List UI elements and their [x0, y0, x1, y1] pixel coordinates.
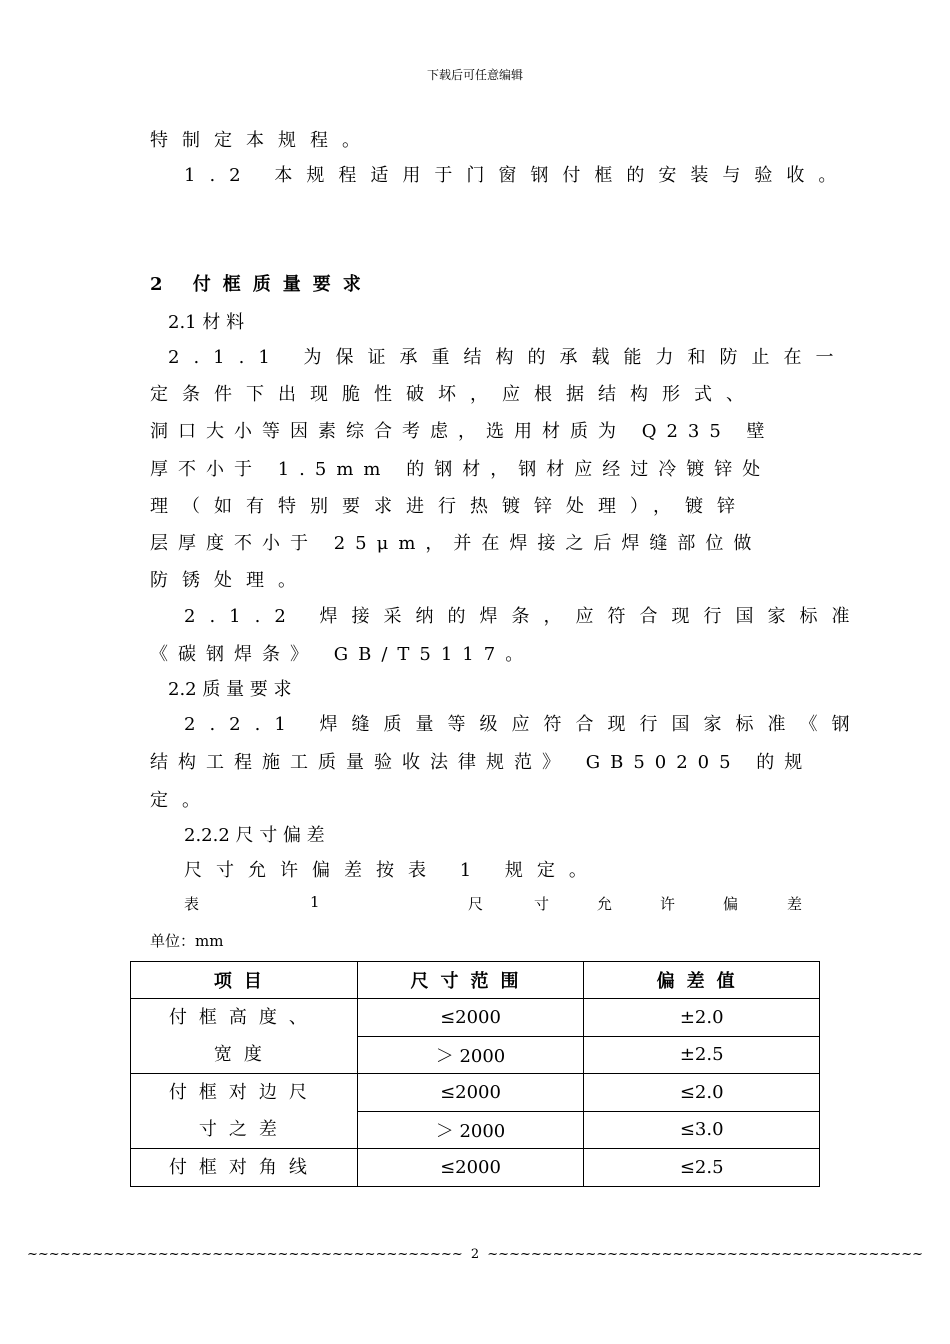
caption-char: 允 [597, 895, 613, 913]
value-cell: ≤2.5 [584, 1149, 820, 1187]
item-text-line: 付框高度、 [168, 1007, 319, 1028]
page-footer [0, 1247, 950, 1262]
text-line: 《碳钢焊条》 GB/T5117。 [150, 644, 534, 665]
text-line: 1.2 本规程适用于门窗钢付框的安装与验收。 [184, 165, 851, 186]
range-cell: ≤2000 [357, 999, 584, 1037]
footer-rule-left: ~~~~~~~~~~~~~~~~~~~~~~~~~~~~~~~~~~~~~~~~ [27, 1247, 463, 1262]
item-text-line: 付框对边尺 [168, 1082, 319, 1103]
range-cell: ＞ 2000 [357, 1036, 584, 1074]
table-row [131, 1149, 820, 1187]
value-cell: ±2.5 [584, 1036, 820, 1074]
column-header: 尺寸范围 [357, 962, 584, 999]
subsection-heading: 2.2 质 量 要 求 [168, 679, 292, 700]
section-heading: 2 付框质量要求 [150, 274, 373, 295]
text-line: 洞口大小等因素综合考虑，选用材质为 Q235 壁 [150, 421, 775, 442]
subsection-heading: 2.2.2 尺 寸 偏 差 [184, 825, 325, 846]
text-line: 结构工程施工质量验收法律规范》 GB50205 的规 [150, 752, 813, 773]
item-text-line: 宽度 [213, 1044, 274, 1065]
column-header: 偏差值 [584, 962, 820, 999]
text-line: 2.1.2 焊接采纳的焊条，应符合现行国家标准 [184, 606, 864, 627]
text-line: 定。 [150, 790, 214, 811]
range-cell: ≤2000 [357, 1149, 584, 1187]
item-text-line: 付框对角线 [168, 1157, 319, 1178]
caption-number: 1 [310, 893, 320, 911]
table-row [131, 1074, 820, 1112]
item-text-line: 寸之差 [198, 1119, 289, 1140]
range-cell: ≤2000 [357, 1074, 584, 1112]
item-cell [131, 1149, 358, 1187]
table-row [131, 999, 820, 1037]
tolerance-table [130, 961, 820, 1187]
text-line: 2.1.1 为保证承重结构的承载能力和防止在一 [168, 347, 848, 368]
text-line: 定条件下出现脆性破坏，应根据结构形式、 [150, 384, 758, 405]
text-line: 厚不小于 1.5mm 的钢材，钢材应经过冷镀锌处 [150, 459, 771, 480]
table-header-row [131, 962, 820, 999]
range-cell: ＞ 2000 [357, 1111, 584, 1149]
item-cell [131, 1074, 358, 1149]
text-line: 2.2.1 焊缝质量等级应符合现行国家标准《钢 [184, 714, 864, 735]
text-line: 防锈处理。 [150, 570, 310, 591]
caption-char: 尺 [468, 895, 484, 913]
footer-rule-right: ~~~~~~~~~~~~~~~~~~~~~~~~~~~~~~~~~~~~~~~~ [487, 1247, 923, 1262]
item-cell [131, 999, 358, 1074]
unit-label: 单位：mm [150, 932, 224, 950]
caption-char: 偏 [723, 895, 739, 913]
text-line: 理（如有特别要求进行热镀锌处理），镀锌 [150, 496, 749, 517]
value-cell: ±2.0 [584, 999, 820, 1037]
column-header: 项目 [131, 962, 358, 999]
caption-char: 差 [787, 895, 803, 913]
caption-label: 表 [184, 895, 200, 913]
value-cell: ≤2.0 [584, 1074, 820, 1112]
value-cell: ≤3.0 [584, 1111, 820, 1149]
caption-char: 许 [660, 895, 676, 913]
page-header: 下载后可任意编辑 [426, 68, 523, 82]
page-number: 2 [470, 1247, 480, 1262]
text-line: 特制定本规程。 [150, 130, 374, 151]
text-line: 层厚度不小于 25μm，并在焊接之后焊缝部位做 [150, 533, 762, 554]
caption-char: 寸 [534, 895, 550, 913]
text-line: 尺寸允许偏差按表 1 规定。 [184, 860, 601, 881]
subsection-heading: 2.1 材 料 [168, 312, 245, 333]
